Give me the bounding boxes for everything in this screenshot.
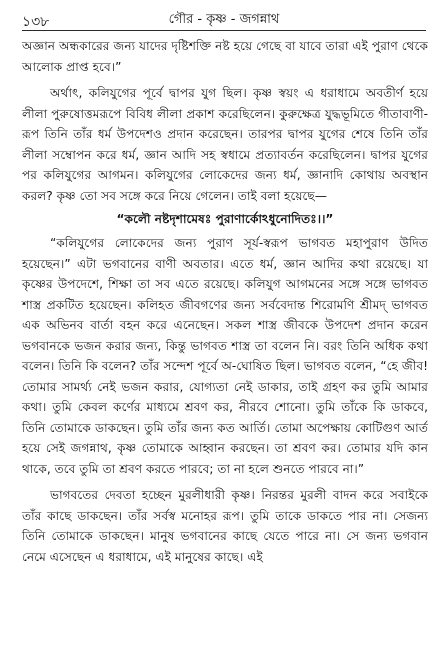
running-title: গৌর - কৃষ্ণ - জগন্নাথ [168,12,280,27]
page-body [22,36,428,567]
paragraph-intro: অজ্ঞান অন্ধকারের জন্য যাদের দৃষ্টিশক্তি নষ্ট হয়ে গেছে বা যাবে তারা এই পুরাণ থেকে আলোক প্রাপ্ত হবে।” [22,39,428,74]
sanskrit-verse: “কলৌ নষ্টদৃশামেষঃ পুরাণার্কোঽধুনোদিতঃ।।” [116,212,334,226]
page-number: ১৩৮ [22,14,50,30]
page-header [22,8,426,31]
paragraph-bhagavat: “কলিযুগের লোকেদের জন্য পুরাণ সূর্য-স্বরূপ ভাগবত মহাপুরাণ উদিত হয়েছেন।” এটা ভগবানের বাণী অবতার। এতে ধর্ম, জ্ঞান আদির কথা রয়েছে। যা কৃষ্ণের উপদেশে, শিক্ষা তা সব এতে রয়েছে। কলিযুগ আগমনের সঙ্গে সঙ্গে ভাগবত শাস্ত্র প্রকটিত হয়েছেন। কলিহত জীবগণের জন্য সর্ববেদান্ত শিরোমণি শ্রীমদ্ ভাগবত এক অভিনব বার্তা বহন করে এনেছেন। সকল শাস্ত্র জীবকে উপদেশ প্রদান করেন ভগবানকে ভজন করার জন্য, কিন্তু ভাগবত শাস্ত্র তা বলেন নি। বরং তিনি অধিক কথা বলেন। তিনি কি বলেন? তাঁর সন্দেশ পূর্বে অ-ঘোষিত ছিল। ভাগবত বলেন, “হে জীব! তোমার সামর্থ্য নেই ভজন করার, যোগ্যতা নেই ডাকার, তাই গ্রহণ কর তুমি আমার কথা। তুমি কেবল কর্ণের মাধ্যমে শ্রবণ কর, নীরবে শোনো। তুমি তাঁকে কি ডাকবে, তিনি তোমাকে ডাকছেন। তুমি তাঁর জন্য কত আর্তি। তোমা অপেক্ষায় কোটিগুণ আর্ত হয়ে সেই জগন্নাথ, কৃষ্ণ তোমাকে আহ্বান করছেন। তা শ্রবণ কর। তোমার যদি কান থাকে, তবে তুমি তা শ্রবণ করতে পারবে; তা না হলে শুনতে পারবে না।” [22,236,428,476]
paragraph-kaliyuga: অর্থাৎ, কলিযুগের পূর্বে দ্বাপর যুগ ছিল। কৃষ্ণ স্বয়ং এ ধরাধামে অবতীর্ণ হয়ে লীলা পুরুষোত্তমরূপে বিবিধ লীলা প্রকাশ করেছিলেন। কুরুক্ষেত্র যুদ্ধভূমিতে গীতাবাণী-রূপ তিনি তাঁর ধর্ম উপদেশও প্রদান করেছেন। তারপর দ্বাপর যুগের শেষে তিনি তাঁর লীলা সম্বোপন করে ধর্ম, জ্ঞান আদি সহ স্বধামে প্রত্যাবর্তন করেছিলেন। দ্বাপর যুগের পর কলিযুগের আগমন। কলিযুগের লোকেদের জন্য ধর্ম, জ্ঞানাদি কোথায় অবস্থান করল? কৃষ্ণ তো সব সঙ্গে করে নিয়ে গেলেন। তাই বলা হয়েছে— [22,86,428,203]
paragraph-murlidhari: ভাগবতের দেবতা হচ্ছেন মুরলীধারী কৃষ্ণ। নিরন্তর মুরলী বাদন করে সবাইকে তাঁর কাছে ডাকছেন। তাঁর সর্বস্ব মনোহর রূপ। তুমি তাকে ডাকতে পার না। সেজন্য তিনি তোমাকে ডাকছেন। মানুষ ভগবানের কাছে যেতে পারে না। সে জন্য ভগবান নেমে এসেছেন এ ধরাধামে, এই মানুষের কাছে। এই [22,488,428,564]
